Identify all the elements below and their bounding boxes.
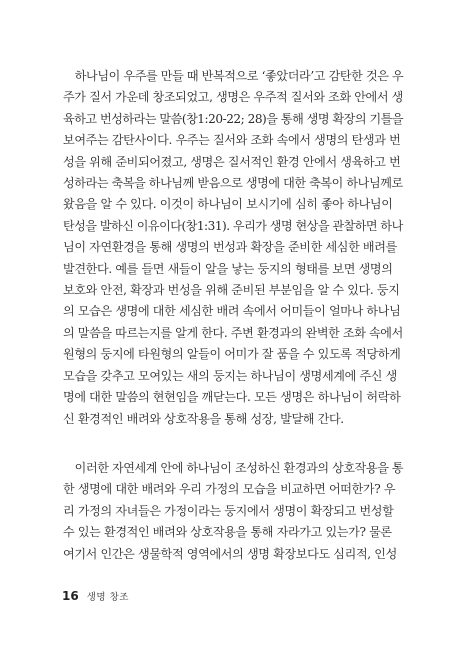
text-line: 한 생명에 대한 배려와 우리 가정의 모습을 비교하면 어떠한가? 우 [63, 482, 396, 497]
text-line: 보호와 안전, 확장과 번성을 위해 준비된 부분임을 알 수 있다. 둥지 [63, 283, 400, 298]
text-line: 발견한다. 예를 들면 새들이 알을 낳는 둥지의 형태를 보면 생명의 [63, 261, 393, 276]
text-line: 성을 위해 준비되어졌고, 생명은 질서적인 환경 안에서 생육하고 번 [63, 154, 401, 169]
text-line: 탄성을 발하신 이유이다(창1:31). 우리가 생명 현상을 관찰하면 하나 [63, 218, 403, 233]
text-line: 수 있는 환경적인 배려와 상호작용을 통해 자라가고 있는가? 물론 [63, 525, 392, 540]
text-line: 주가 질서 가운데 창조되었고, 생명은 우주적 질서와 조화 안에서 생 [63, 90, 403, 105]
text-line: 의 모습은 생명에 대한 세심한 배려 속에서 어미들이 얼마나 하나님 [63, 304, 401, 319]
text-line: 성하라는 축복을 하나님께 받음으로 생명에 대한 축복이 하나님께로 [63, 176, 403, 191]
page-footer [62, 589, 129, 603]
text-line: 하나님이 우주를 만들 때 반복적으로 ‘좋았더라’고 감탄한 것은 우 [63, 69, 404, 83]
paragraph-1 [63, 66, 402, 430]
text-line: 여기서 인간은 생물학적 영역에서의 생명 확장보다도 심리적, 인성 [63, 546, 397, 561]
text-line: 님이 자연환경을 통해 생명의 번성과 확장을 준비한 세심한 배려를 [63, 240, 397, 255]
text-line: 의 말씀을 따르는지를 알게 한다. 주변 환경과의 완벽한 조화 속에서 [63, 325, 403, 340]
paragraph-2 [63, 458, 402, 565]
text-line: 육하고 번성하라는 말씀(창1:20-22; 28)을 통해 생명 확장의 기틀을 [63, 111, 404, 126]
text-line: 이러한 자연세계 안에 하나님이 조성하신 환경과의 상호작용을 통 [63, 461, 404, 475]
text-line: 리 가정의 자녀들은 가정이라는 둥지에서 생명이 확장되고 번성할 [63, 503, 394, 518]
running-title: 생명 창조 [86, 592, 129, 603]
text-line: 신 환경적인 배려와 상호작용을 통해 성장, 발달해 간다. [63, 411, 344, 426]
text-line: 보여주는 감탄사이다. 우주는 질서와 조화 속에서 생명의 탄생과 번 [63, 133, 401, 148]
text-line: 원형의 둥지에 타원형의 알들이 어미가 잘 품을 수 있도록 적당하게 [63, 347, 401, 362]
text-line: 왔음을 알 수 있다. 이것이 하나님이 보시기에 심히 좋아 하나님이 [63, 197, 393, 212]
text-line: 모습을 갖추고 모여있는 새의 둥지는 하나님이 생명세계에 주신 생 [63, 368, 397, 383]
text-line: 명에 대한 말씀의 현현임을 깨닫는다. 모든 생명은 하나님이 허락하 [63, 390, 401, 405]
page-number: 16 [62, 589, 79, 603]
